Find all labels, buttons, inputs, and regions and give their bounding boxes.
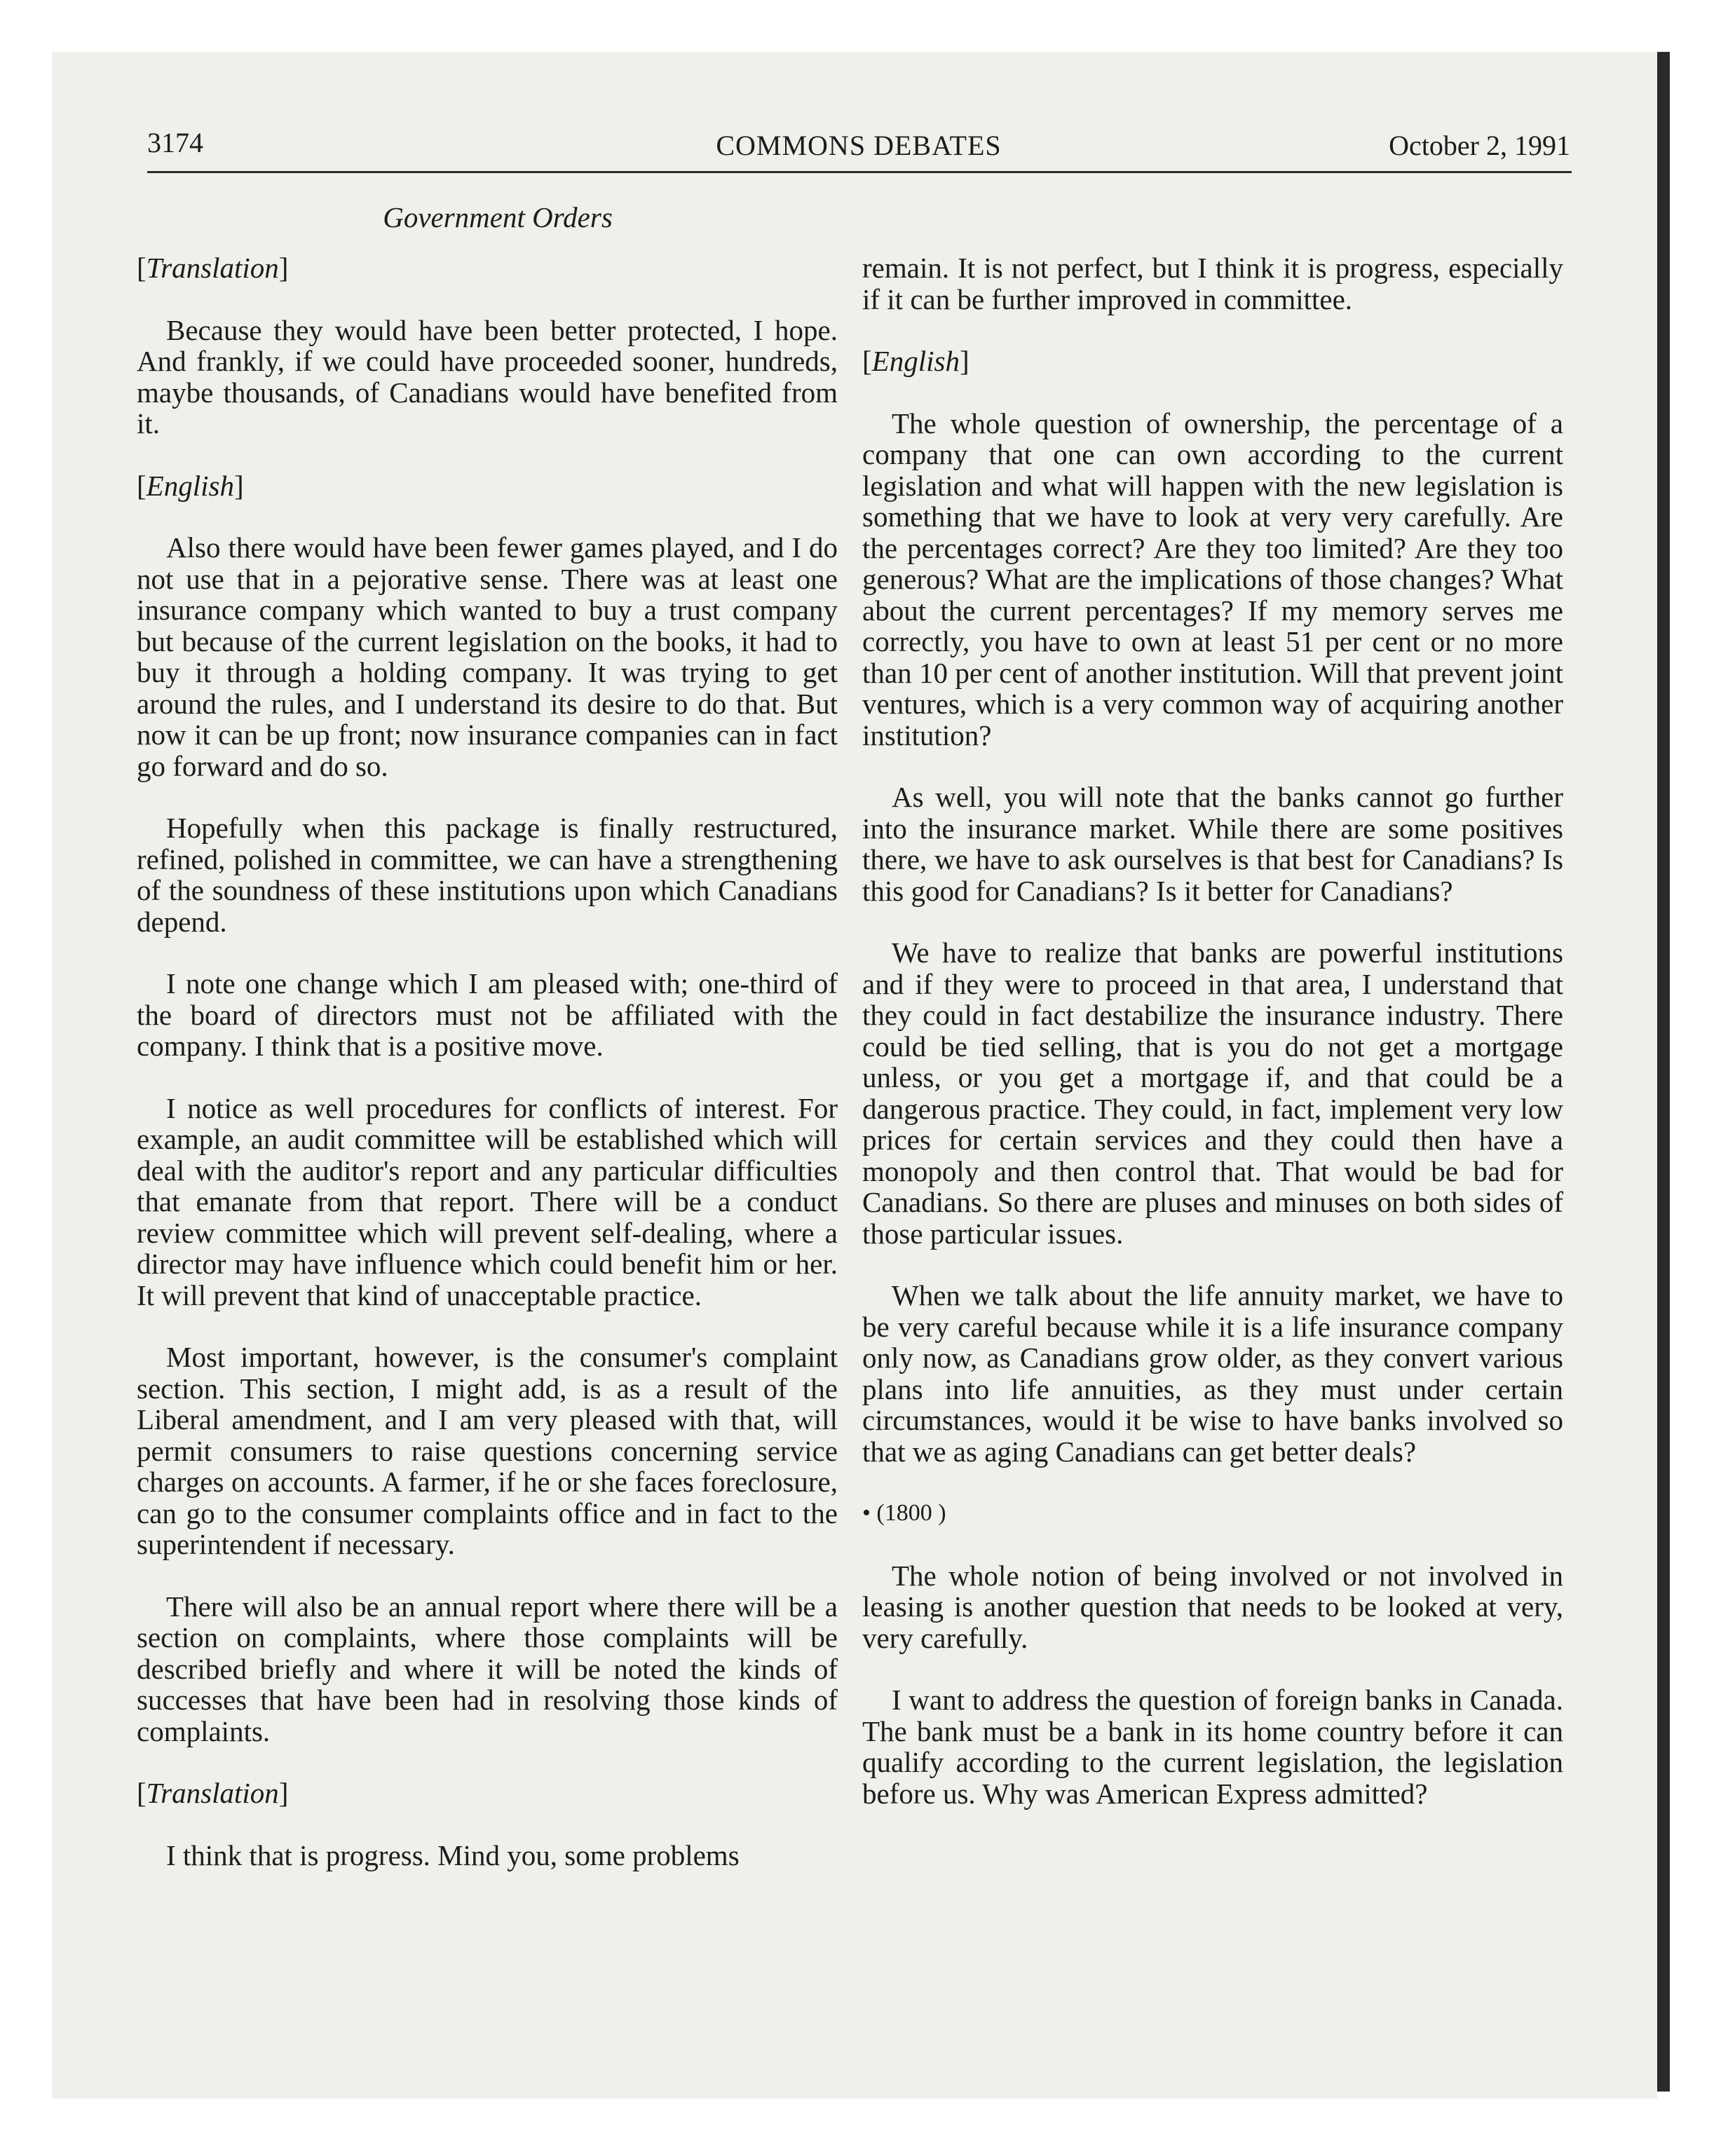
paragraph: I notice as well procedures for conflicts of interest. For example, an audit committee will be established which will deal with the auditor's report and any particular difficulties that emanate from that report. There will be a conduct review committee which will prevent self-dealing, where a director may have influence which could benefit him or her. It will prevent that kind of unacceptable practice.	[137, 1091, 838, 1311]
paragraph: The whole question of ownership, the percentage of a company that one can own according to the current legislation and what will happen with the new legislation is something that we have to look at very very carefully. Are the percentages correct? Are they too limited? Are they too generous? What are the implications of those changes? What about the current percentages? If my memory serves me correctly, you have to own at least 51 per cent or no more than 10 per cent of another institution. Will that prevent joint ventures, which is a very common way of acquiring another institution?	[862, 407, 1563, 751]
section-heading: Government Orders	[383, 201, 613, 233]
page-header	[147, 126, 1570, 171]
paragraph: Because they would have been better protected, I hope. And frankly, if we could have proceeded sooner, hundreds, maybe thousands, of Canadians would have benefited from it.	[137, 313, 838, 439]
language-tag: [English]	[137, 469, 244, 502]
language-tag-label: English	[871, 345, 960, 377]
paragraph: Also there would have been fewer games played, and I do not use that in a pejorative sense. There was at least one insurance company which wanted to buy a trust company but because of the current legislation on the books, it had to buy it through a holding company. It was trying to get around the rules, and I understand its desire to do that. But now it can be up front; now insurance companies can in fact go forward and do so.	[137, 531, 838, 782]
language-tag: [English]	[862, 345, 969, 377]
language-tag: [Translation]	[137, 1777, 289, 1809]
paragraph: Hopefully when this package is finally restructured, refined, polished in committee, we can have a strengthening of the soundness of these institutions upon which Canadians depend.	[137, 812, 838, 938]
paragraph: We have to realize that banks are powerful institutions and if they were to proceed in that area, I understand that they could in fact destabilize the insurance industry. There could be tied selling, that is you do not get a mortgage unless, or you get a mortgage if, and that could be a dangerous practice. They could, in fact, implement very low prices for certain services and they could then have a monopoly and then control that. That would be bad for Canadians. So there are pluses and minuses on both sides of those particular issues.	[862, 936, 1563, 1250]
scan-edge-shadow	[1657, 52, 1670, 2092]
language-tag-label: English	[146, 469, 234, 502]
paragraph: I think that is progress. Mind you, some problems	[166, 1838, 740, 1871]
language-tag-label: Translation	[146, 1777, 279, 1809]
paragraph: As well, you will note that the banks cannot go further into the insurance market. While there are some positives there, we have to ask ourselves is that best for Canadians? Is this good for Canadians? Is it better for Canadians?	[862, 781, 1563, 907]
paragraph: remain. It is not perfect, but I think it is progress, especially if it can be further improved in committee.	[862, 252, 1563, 315]
page-number: 3174	[147, 127, 203, 158]
journal-title: COMMONS DEBATES	[716, 130, 1002, 161]
paragraph: I note one change which I am pleased with; one-third of the board of directors must not be affiliated with the company. I think that is a positive move.	[137, 967, 838, 1062]
paragraph: There will also be an annual report where there will be a section on complaints, where those complaints will be described briefly and where it will be noted the kinds of successes that have been had in resolving those kinds of complaints.	[137, 1590, 838, 1747]
time-stamp: • (1800 )	[862, 1500, 946, 1526]
paragraph: When we talk about the life annuity market, we have to be very careful because while it is a life insurance company only now, as Canadians grow older, as they convert various plans into life annuities, as they must under certain circumstances, would it be wise to have banks involved so that we as aging Canadians can get better deals?	[862, 1279, 1563, 1468]
paragraph: The whole notion of being involved or not involved in leasing is another question that needs to be looked at very, very carefully.	[862, 1559, 1563, 1654]
header-rule	[147, 171, 1572, 173]
right-column	[862, 252, 1563, 1840]
language-tag-label: Translation	[146, 252, 279, 284]
language-tag: [Translation]	[137, 252, 289, 284]
paragraph: Most important, however, is the consumer's complaint section. This section, I might add, is as a result of the Liberal amendment, and I am very pleased with that, will permit consumers to raise questions concerning service charges on accounts. A farmer, if he or she faces foreclosure, can go to the consumer complaints office and in fact to the superintendent if necessary.	[137, 1341, 838, 1560]
paragraph: I want to address the question of foreign banks in Canada. The bank must be a bank in its home country before it can qualify according to the current legislation, the legislation before us. Why was American Express admitted?	[862, 1684, 1563, 1810]
left-column	[137, 252, 838, 1902]
header-date: October 2, 1991	[1389, 130, 1570, 161]
